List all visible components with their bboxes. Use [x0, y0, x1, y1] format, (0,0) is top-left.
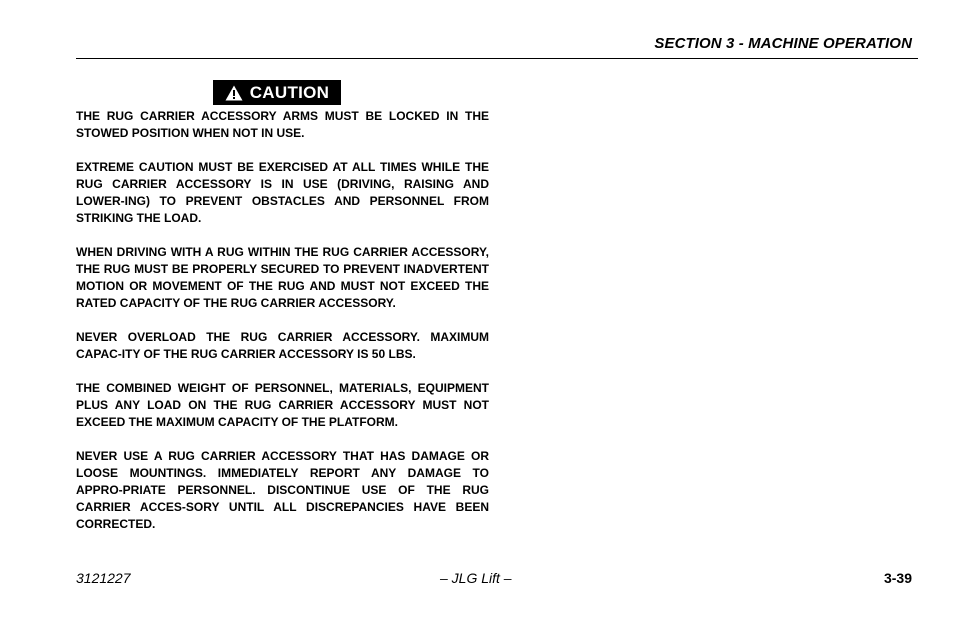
paragraph-damage: NEVER USE A RUG CARRIER ACCESSORY THAT HAS DAMAGE OR LOOSE MOUNTINGS. IMMEDIATELY REPORT ANY DAMAGE TO APPRO-PRIATE PERSONNEL. DISCONTINUE USE OF THE RUG CARRIER ACCES-SORY UNTIL ALL DISCREPANCIES HAVE BEEN CORRECTED. [76, 449, 489, 531]
warning-triangle-icon [225, 85, 243, 101]
paragraph-extreme-caution: EXTREME CAUTION MUST BE EXERCISED AT ALL TIMES WHILE THE RUG CARRIER ACCESSORY IS IN USE (DRIVING, RAISING AND LOWER-ING) TO PREVENT OBSTACLES AND PERSONNEL FROM STRIKING THE LOAD. [76, 160, 489, 225]
caution-banner [213, 80, 341, 105]
header-divider [76, 58, 918, 59]
page-number: 3-39 [883, 570, 912, 586]
footer-brand: – JLG Lift – [440, 570, 512, 586]
caution-label: CAUTION [249, 82, 330, 102]
paragraph-combined-weight: THE COMBINED WEIGHT OF PERSONNEL, MATERIALS, EQUIPMENT PLUS ANY LOAD ON THE RUG CARRIER ACCESSORY MUST NOT EXCEED THE MAXIMUM CAPACITY OF THE PLATFORM. [76, 381, 489, 429]
paragraph-overload: NEVER OVERLOAD THE RUG CARRIER ACCESSORY. MAXIMUM CAPAC-ITY OF THE RUG CARRIER ACCESSORY IS 50 LBS. [76, 330, 489, 361]
paragraph-stowed-arms: THE RUG CARRIER ACCESSORY ARMS MUST BE LOCKED IN THE STOWED POSITION WHEN NOT IN USE. [76, 109, 489, 140]
caution-text-block [76, 108, 489, 550]
section-title: SECTION 3 - MACHINE OPERATION [654, 35, 912, 52]
document-number: 3121227 [76, 570, 131, 586]
paragraph-driving-with-rug: WHEN DRIVING WITH A RUG WITHIN THE RUG CARRIER ACCESSORY, THE RUG MUST BE PROPERLY SECURED TO PREVENT INADVERTENT MOTION OR MOVEMENT OF THE RUG AND MUST NOT EXCEED THE RATED CAPACITY OF THE RUG CARRIER ACCESSORY. [76, 245, 489, 310]
